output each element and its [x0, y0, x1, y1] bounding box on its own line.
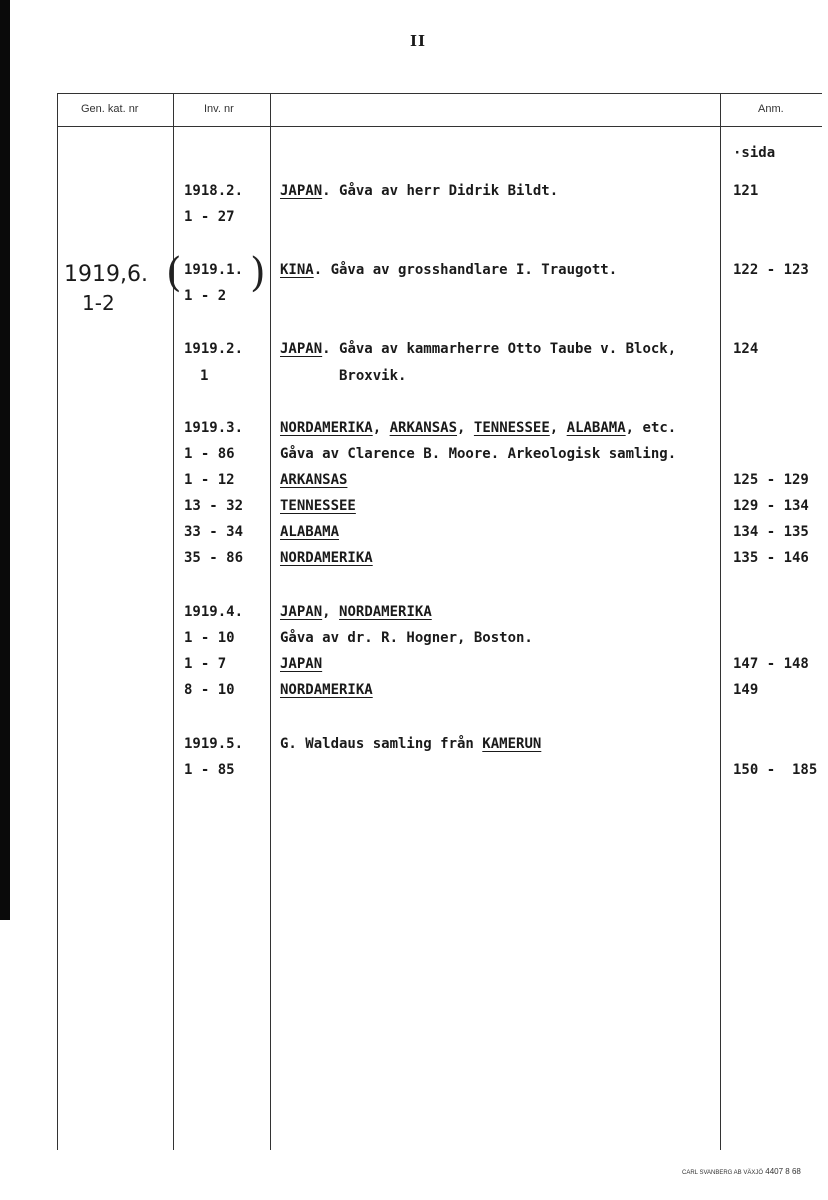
entry-description — [280, 420, 676, 436]
inv-range: 1 - 2 — [184, 288, 227, 304]
inv-number: 1919.1. — [184, 262, 244, 278]
region-label: JAPAN — [280, 341, 323, 357]
sub-range: 1 - 7 — [184, 656, 227, 672]
inv-range: 1 — [200, 368, 209, 384]
page-ref: 122 - 123 — [733, 262, 809, 278]
handwritten-gen-kat-range: 1-2 — [82, 291, 115, 315]
region-label: KINA — [280, 262, 314, 278]
header-gen-kat-nr: Gen. kat. nr — [81, 103, 139, 115]
region-label: NORDAMERIKA — [339, 604, 432, 620]
entry-text: . Gåva av kammarherre Otto Taube v. Block, — [322, 341, 677, 357]
region-label: ARKANSAS — [389, 420, 458, 436]
page-ref: 149 — [733, 682, 759, 698]
sub-range: 8 - 10 — [184, 682, 235, 698]
sub-range: 1 - 12 — [184, 472, 235, 488]
entry-text: G. Waldaus samling från — [280, 736, 483, 752]
inv-range: 1 - 10 — [184, 630, 235, 646]
sub-range: 35 - 86 — [184, 550, 244, 566]
page-ref: 135 - 146 — [733, 550, 809, 566]
header-bottom-rule — [57, 126, 822, 127]
page-ref: 129 - 134 — [733, 498, 809, 514]
entry-description — [280, 604, 432, 620]
region-label: NORDAMERIKA — [280, 420, 373, 436]
handwritten-bracket-open: ( — [166, 250, 182, 296]
sub-range: 13 - 32 — [184, 498, 244, 514]
inv-range: 1 - 27 — [184, 209, 235, 225]
inv-number: 1918.2. — [184, 183, 244, 199]
sub-region-label: TENNESSEE — [280, 498, 356, 514]
region-label: ALABAMA — [566, 420, 626, 436]
page-ref: 124 — [733, 341, 759, 357]
sub-region-label: NORDAMERIKA — [280, 550, 373, 566]
entry-text-continued: Gåva av dr. R. Hogner, Boston. — [280, 630, 533, 646]
separator: , — [457, 420, 466, 436]
sida-label: ·sida — [733, 145, 776, 161]
sub-region-label: NORDAMERIKA — [280, 682, 373, 698]
inv-number: 1919.4. — [184, 604, 244, 620]
sub-region-label: JAPAN — [280, 656, 323, 672]
region-label: JAPAN — [280, 183, 323, 199]
sub-region-label: ARKANSAS — [280, 472, 348, 488]
handwritten-gen-kat-number: 1919,6. — [64, 262, 148, 287]
printer-imprint — [682, 1167, 801, 1176]
separator: , — [322, 604, 331, 620]
entry-description — [280, 341, 676, 357]
page-ref: 134 - 135 — [733, 524, 809, 540]
inv-range: 1 - 85 — [184, 762, 235, 778]
entry-text: . Gåva av herr Didrik Bildt. — [322, 183, 559, 199]
printer-name: CARL SVANBERG AB VÄXJÖ — [682, 1170, 764, 1176]
separator: , — [549, 420, 559, 436]
binder-edge — [0, 0, 10, 920]
separator: , — [372, 420, 382, 436]
column-rule-inv — [270, 93, 271, 1150]
entry-description — [280, 736, 541, 752]
entry-description — [280, 262, 617, 278]
entry-text: , etc. — [625, 420, 677, 436]
header-anm: Anm. — [758, 103, 784, 115]
inv-range: 1 - 86 — [184, 446, 235, 462]
inv-number: 1919.3. — [184, 420, 244, 436]
header-top-rule — [57, 93, 822, 94]
region-label: KAMERUN — [482, 736, 542, 752]
form-code: 4407 8 68 — [765, 1167, 801, 1176]
inv-number: 1919.5. — [184, 736, 244, 752]
column-rule-anm — [720, 93, 721, 1150]
handwritten-bracket-close: ) — [250, 250, 266, 296]
page-ref: 150 - 185 — [733, 762, 818, 778]
page-number: II — [410, 32, 427, 50]
column-rule-left — [57, 93, 58, 1150]
entry-text-continued: Broxvik. — [339, 368, 407, 384]
region-label: TENNESSEE — [473, 420, 550, 436]
page-ref: 147 - 148 — [733, 656, 809, 672]
entry-text: . Gåva av grosshandlare I. Traugott. — [313, 262, 618, 278]
entry-description — [280, 183, 558, 199]
page-ref: 121 — [733, 183, 759, 199]
inv-number: 1919.2. — [184, 341, 244, 357]
header-inv-nr: Inv. nr — [204, 103, 234, 115]
page-ref: 125 - 129 — [733, 472, 809, 488]
sub-region-label: ALABAMA — [280, 524, 340, 540]
sub-range: 33 - 34 — [184, 524, 244, 540]
entry-text-continued: Gåva av Clarence B. Moore. Arkeologisk samling. — [280, 446, 677, 462]
region-label: JAPAN — [280, 604, 323, 620]
